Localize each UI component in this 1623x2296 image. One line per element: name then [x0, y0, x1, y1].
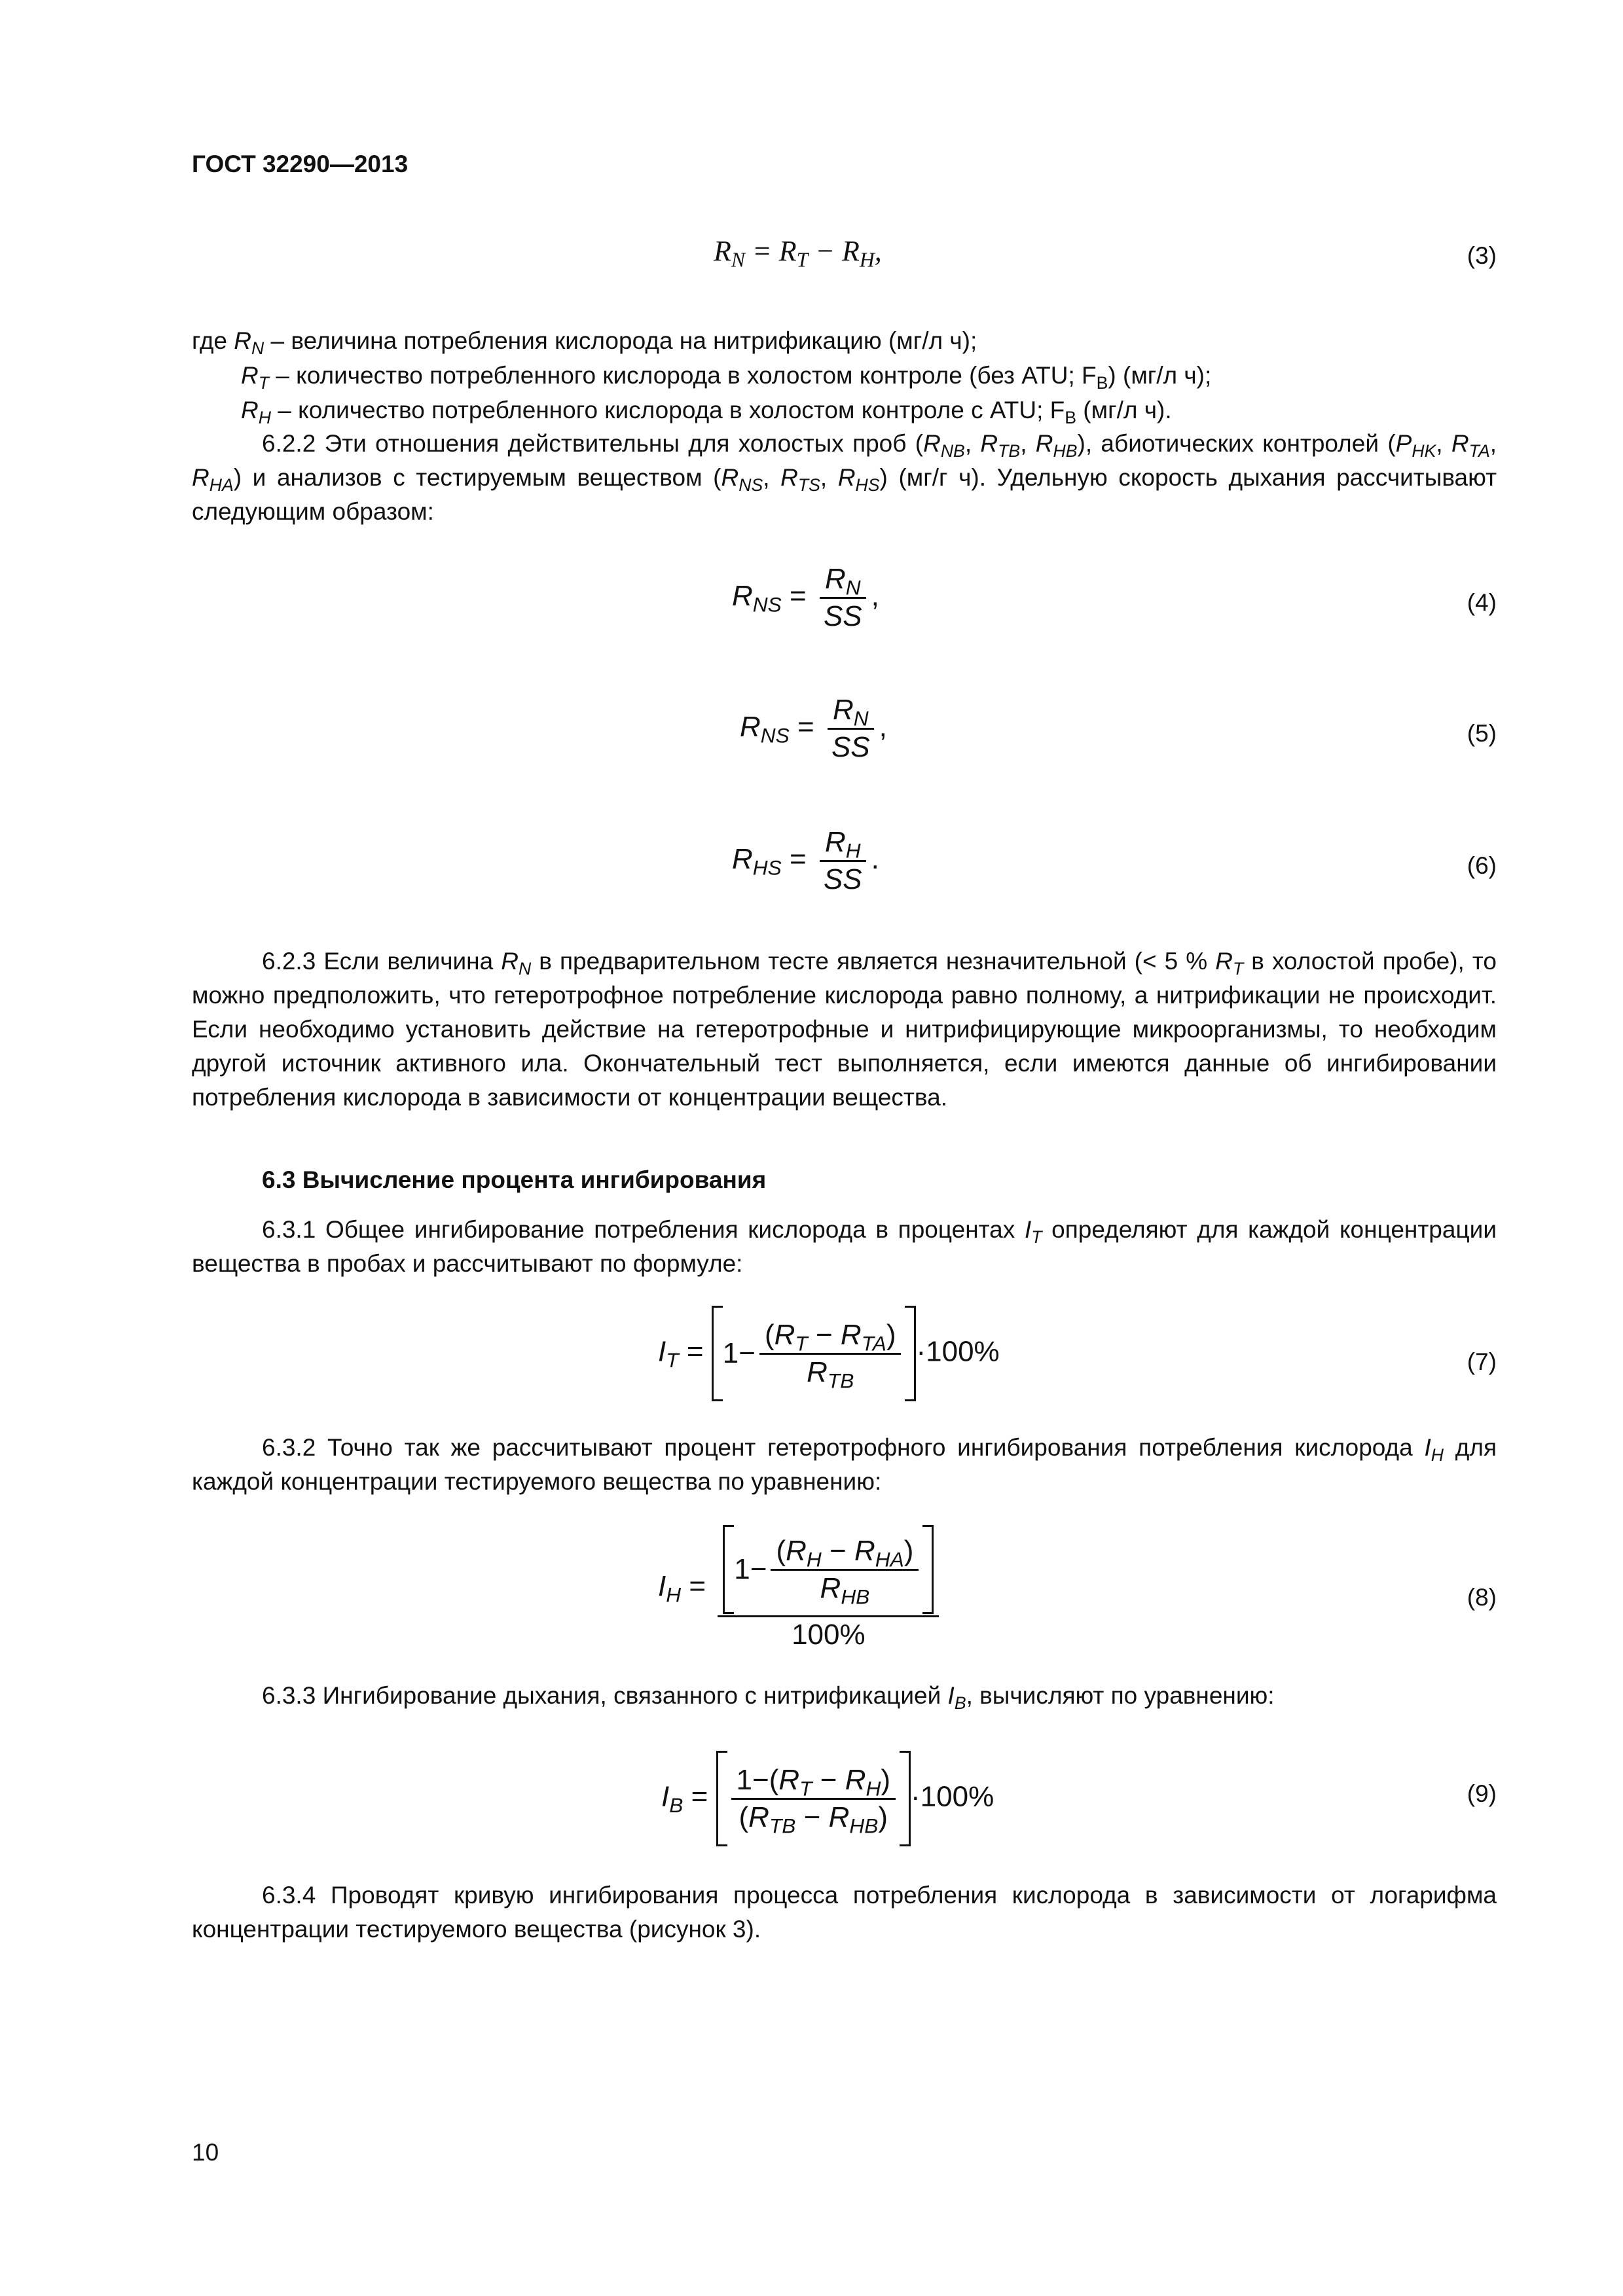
- formula-8: $I_H$ = 1 − $\frac{(R_H - R_{HA})}{R_{HB}}$ 100%: [658, 1525, 943, 1651]
- paragraph-6-2-2: 6.2.2 Эти отношения действительны для холостых проб ($R_{NB}$, $R_{TB}$, $R_{HB}$), абиотических контролей ($P_{HK}$, $R_{TA}$, $R_{HA}$) и анализов с тестируемым веществом ($R_{NS}$, $R_{TS}$, $R_{HS}$) (мг/г ч). Удельную скорость дыхания рассчитывают следующим образом:: [192, 430, 1497, 525]
- paragraph-6-3-1: 6.3.1 Общее ингибирование потребления кислорода в процентах $I_T$ определяют для каждой концентрации вещества в пробах и рассчитывают по формуле:: [192, 1216, 1497, 1277]
- equation-number: (8): [1467, 1584, 1497, 1611]
- paragraph-6-3-4: 6.3.4 Проводят кривую ингибирования процесса потребления кислорода в зависимости от логарифма концентрации тестируемого вещества (рисунок 3).: [192, 1882, 1497, 1943]
- equation-number: (4): [1467, 589, 1497, 616]
- formula-4: $R_{NS}$ = $\frac{R_N}{SS}$ ,: [732, 563, 879, 632]
- document-header: ГОСТ 32290—2013: [192, 151, 409, 177]
- definition-rh: $R_H$ – количество потребленного кислорода в холостом контроле с ATU; $F_B$ (мг/л ч).: [241, 397, 1172, 427]
- formula-6: $R_{HS}$ = $\frac{R_H}{SS}$ .: [732, 826, 879, 895]
- paragraph-6-3-3: 6.3.3 Ингибирование дыхания, связанного с нитрификацией $I_B$, вычисляют по уравнению:: [262, 1682, 1275, 1713]
- equation-number: (7): [1467, 1348, 1497, 1375]
- section-heading-6-3: 6.3 Вычисление процента ингибирования: [262, 1166, 767, 1193]
- formula-3: $R_N = R_T - R_H$,: [714, 235, 882, 272]
- equation-number: (6): [1467, 852, 1497, 879]
- equation-number: (5): [1467, 720, 1497, 747]
- formula-7: $I_T$ = 1 − $\frac{(R_T - R_{TA})}{R_{TB}}$ ·100%: [658, 1306, 1000, 1401]
- page-number: 10: [192, 2139, 219, 2166]
- equation-number: (3): [1467, 242, 1497, 269]
- equation-number: (9): [1467, 1780, 1497, 1807]
- formula-5: $R_{NS}$ = $\frac{R_N}{SS}$ ,: [740, 694, 887, 763]
- formula-9: $I_B$ = $\frac{1-(R_T - R_H)}{(R_{TB} - R_{HB})}$ ·100%: [661, 1751, 994, 1846]
- paragraph-6-2-3: 6.2.3 Если величина $R_N$ в предварительном тесте является незначительной (< 5 % $R_T$ в холостой пробе), то можно предположить, что гетеротрофное потребление кислорода равно полному, а нитрификации не происходит. Если необходимо установить действие на гетеротрофные и нитрифицирующие микроорганизмы, то необходим другой источник активного ила. Окончательный тест выполняется, если имеются данные об ингибировании потребления кислорода в зависимости от концентрации вещества.: [192, 948, 1497, 1111]
- definition-rn: где $R_N$ – величина потребления кислорода на нитрификацию (мг/л ч);: [192, 327, 977, 358]
- paragraph-6-3-2: 6.3.2 Точно так же рассчитывают процент гетеротрофного ингибирования потребления кислорода $I_H$ для каждой концентрации тестируемого вещества по уравнению:: [192, 1434, 1497, 1495]
- definition-rt: $R_T$ – количество потребленного кислорода в холостом контроле (без ATU; $F_B$) (мг/л ч);: [241, 362, 1212, 393]
